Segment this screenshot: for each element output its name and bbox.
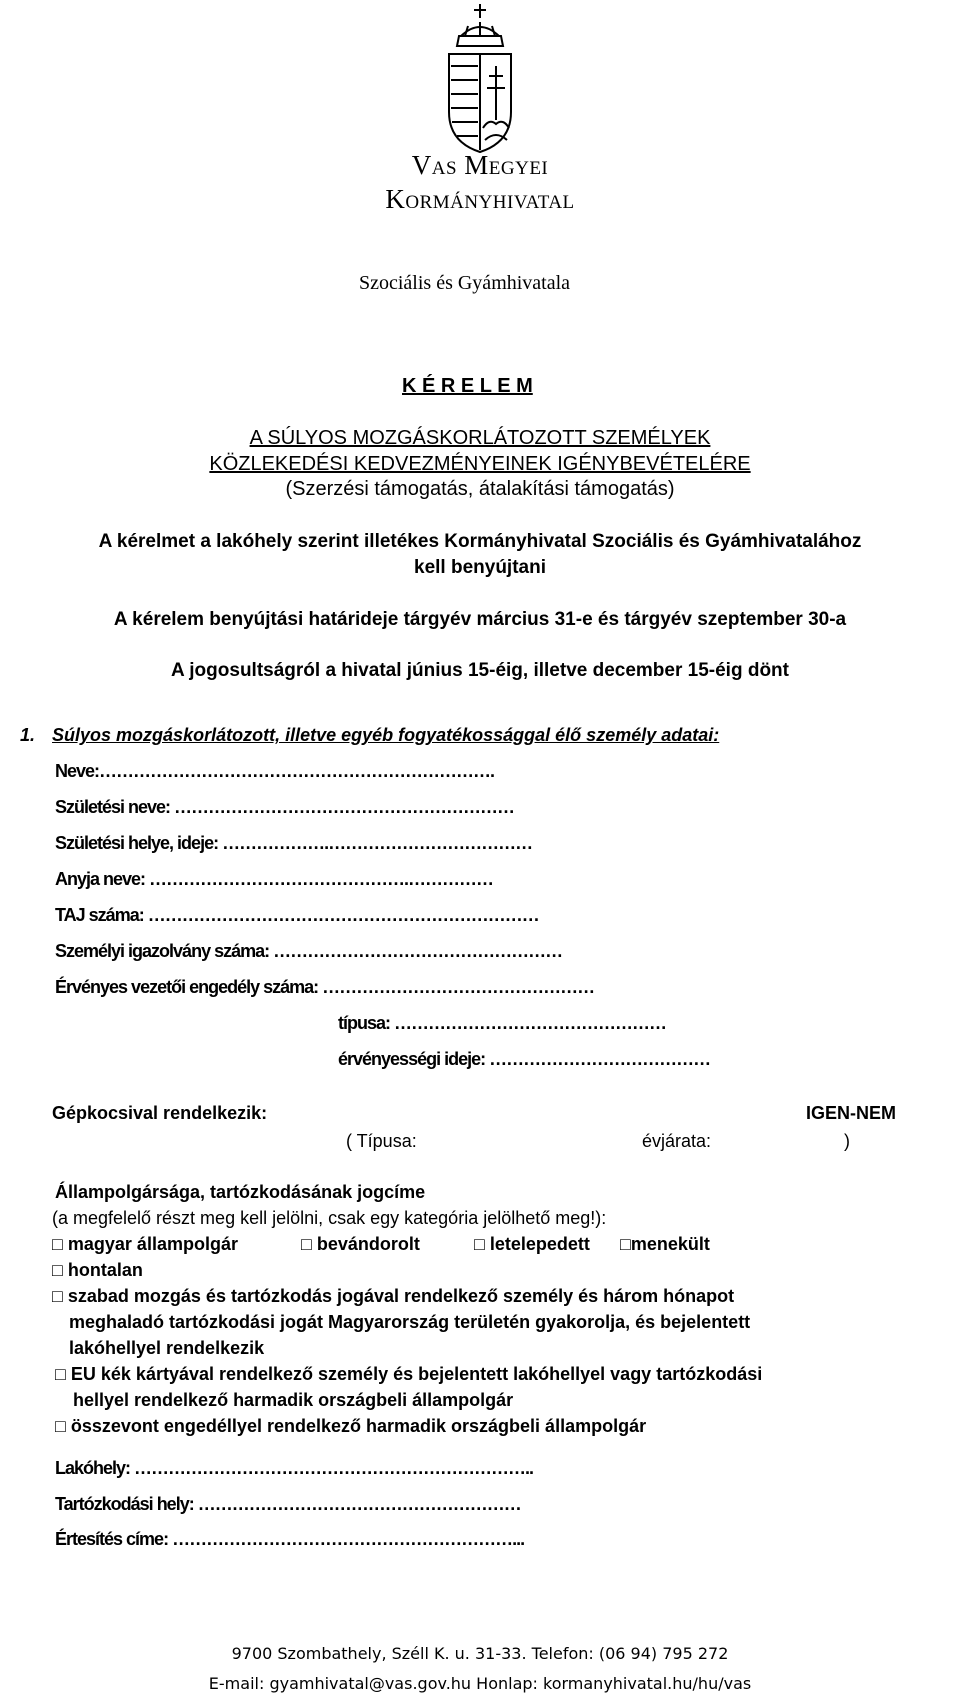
- section1-number: 1.: [20, 725, 36, 745]
- field-driving-license[interactable]: Érvényes vezetői engedély száma: …………………………………………: [55, 977, 595, 997]
- section1-heading: [20, 725, 719, 746]
- option-combined-permit-label: összevont engedéllyel rendelkező harmadik országbeli állampolgár: [70, 1416, 647, 1436]
- footer-contact: E-mail: gyamhivatal@vas.gov.hu Honlap: kormanyhivatal.hu/hu/vas: [208, 1674, 752, 1693]
- field-id-card-number[interactable]: Személyi igazolvány száma: ……………………………………………: [55, 941, 563, 961]
- car-ownership-label: Gépkocsival rendelkezik:: [52, 1103, 268, 1123]
- option-refugee[interactable]: [620, 1234, 710, 1255]
- checkbox-icon[interactable]: □: [52, 1260, 63, 1280]
- car-close-paren: ): [844, 1131, 850, 1151]
- option-refugee-label: menekült: [630, 1234, 710, 1254]
- option-homeless-label: hontalan: [67, 1260, 143, 1280]
- field-taj-number[interactable]: TAJ száma: ……………………………………………………………: [55, 905, 539, 925]
- decision-notice: A jogosultságról a hivatal június 15-éig, illetve december 15-éig dönt: [170, 660, 789, 681]
- coat-of-arms-logo: [443, 2, 517, 159]
- form-subtitle-line3: (Szerzési támogatás, átalakítási támogatás): [285, 478, 675, 500]
- car-type-label: ( Típusa:: [346, 1131, 417, 1151]
- checkbox-icon[interactable]: □: [55, 1364, 66, 1384]
- org-name-line1: [0, 150, 960, 181]
- field-birth-name[interactable]: Születési neve: ……………………………………………………: [55, 797, 515, 817]
- option-hungarian-label: magyar állampolgár: [67, 1234, 238, 1254]
- section1-title: Súlyos mozgáskorlátozott, illetve egyéb fogyatékossággal élő személy adatai:: [52, 725, 720, 745]
- car-year-label: évjárata:: [642, 1131, 712, 1151]
- field-birth-place-date[interactable]: Születési helye, ideje: ……………….………………………………: [55, 833, 533, 853]
- field-name[interactable]: Neve:…………………………………………………………….: [55, 761, 495, 781]
- form-subtitle-line1: A SÚLYOS MOZGÁSKORLÁTOZOTT SZEMÉLYEK: [249, 427, 711, 449]
- field-notification-address[interactable]: Értesítés címe: ……………………………………………………...: [55, 1529, 525, 1549]
- option-immigrant[interactable]: [301, 1234, 420, 1255]
- field-license-validity[interactable]: érvényességi ideje: …………………………………: [338, 1049, 711, 1069]
- option-free-movement-label-2: meghaladó tartózkodási jogát Magyarország területén gyakorolja, és bejelentett: [69, 1312, 751, 1332]
- submission-notice-line1: A kérelmet a lakóhely szerint illetékes Kormányhivatal Szociális és Gyámhivatalához: [98, 531, 862, 552]
- field-mother-name[interactable]: Anyja neve: ……………………………………….……………: [55, 869, 494, 889]
- coat-of-arms-icon: [443, 2, 517, 154]
- org-name-line2-text: Kormányhivatal: [385, 184, 575, 214]
- citizenship-heading: Állampolgársága, tartózkodásának jogcíme: [55, 1182, 426, 1202]
- field-license-type[interactable]: típusa: …………………………………………: [338, 1013, 667, 1033]
- option-combined-permit[interactable]: [55, 1416, 646, 1437]
- deadline-notice: A kérelem benyújtási határideje tárgyév március 31-e és tárgyév szeptember 30-a: [113, 609, 847, 630]
- car-ownership-answer[interactable]: IGEN-NEM: [806, 1103, 896, 1123]
- option-hungarian[interactable]: [52, 1234, 238, 1255]
- option-homeless[interactable]: [52, 1260, 143, 1281]
- footer-address: 9700 Szombathely, Széll K. u. 31-33. Telefon: (06 94) 795 272: [231, 1644, 729, 1663]
- field-residence[interactable]: Lakóhely: ……………………………………………………………..: [55, 1458, 534, 1478]
- checkbox-icon[interactable]: □: [52, 1286, 63, 1306]
- option-settled[interactable]: [474, 1234, 590, 1255]
- checkbox-icon[interactable]: □: [55, 1416, 66, 1436]
- citizenship-instruction: (a megfelelő részt meg kell jelölni, csak egy kategória jelölhető meg!):: [52, 1208, 607, 1228]
- checkbox-icon[interactable]: □: [620, 1234, 631, 1254]
- checkbox-icon[interactable]: □: [474, 1234, 485, 1254]
- option-settled-label: letelepedett: [489, 1234, 590, 1254]
- option-free-movement[interactable]: [52, 1286, 734, 1307]
- option-free-movement-label-3: lakóhellyel rendelkezik: [69, 1338, 265, 1358]
- checkbox-icon[interactable]: □: [52, 1234, 63, 1254]
- form-subtitle-line2: KÖZLEKEDÉSI KEDVEZMÉNYEINEK IGÉNYBEVÉTELÉRE: [209, 453, 751, 475]
- option-immigrant-label: bevándorolt: [316, 1234, 420, 1254]
- org-name-line2: [0, 184, 960, 215]
- option-eu-blue-card-label-2: hellyel rendelkező harmadik országbeli állampolgár: [73, 1390, 514, 1410]
- option-eu-blue-card[interactable]: [55, 1364, 762, 1385]
- option-free-movement-label-1: szabad mozgás és tartózkodás jogával rendelkező személy és három hónapot: [67, 1286, 735, 1306]
- option-eu-blue-card-label-1: EU kék kártyával rendelkező személy és bejelentett lakóhellyel vagy tartózkodási: [70, 1364, 763, 1384]
- org-name-line1-text: Vas Megyei: [411, 150, 549, 180]
- form-title: K É R E L E M: [402, 375, 533, 397]
- checkbox-icon[interactable]: □: [301, 1234, 312, 1254]
- field-place-of-stay[interactable]: Tartózkodási hely: …………………………………………………: [55, 1494, 521, 1514]
- submission-notice-line2: kell benyújtani: [414, 557, 546, 578]
- department-name: Szociális és Gyámhivatala: [359, 272, 571, 294]
